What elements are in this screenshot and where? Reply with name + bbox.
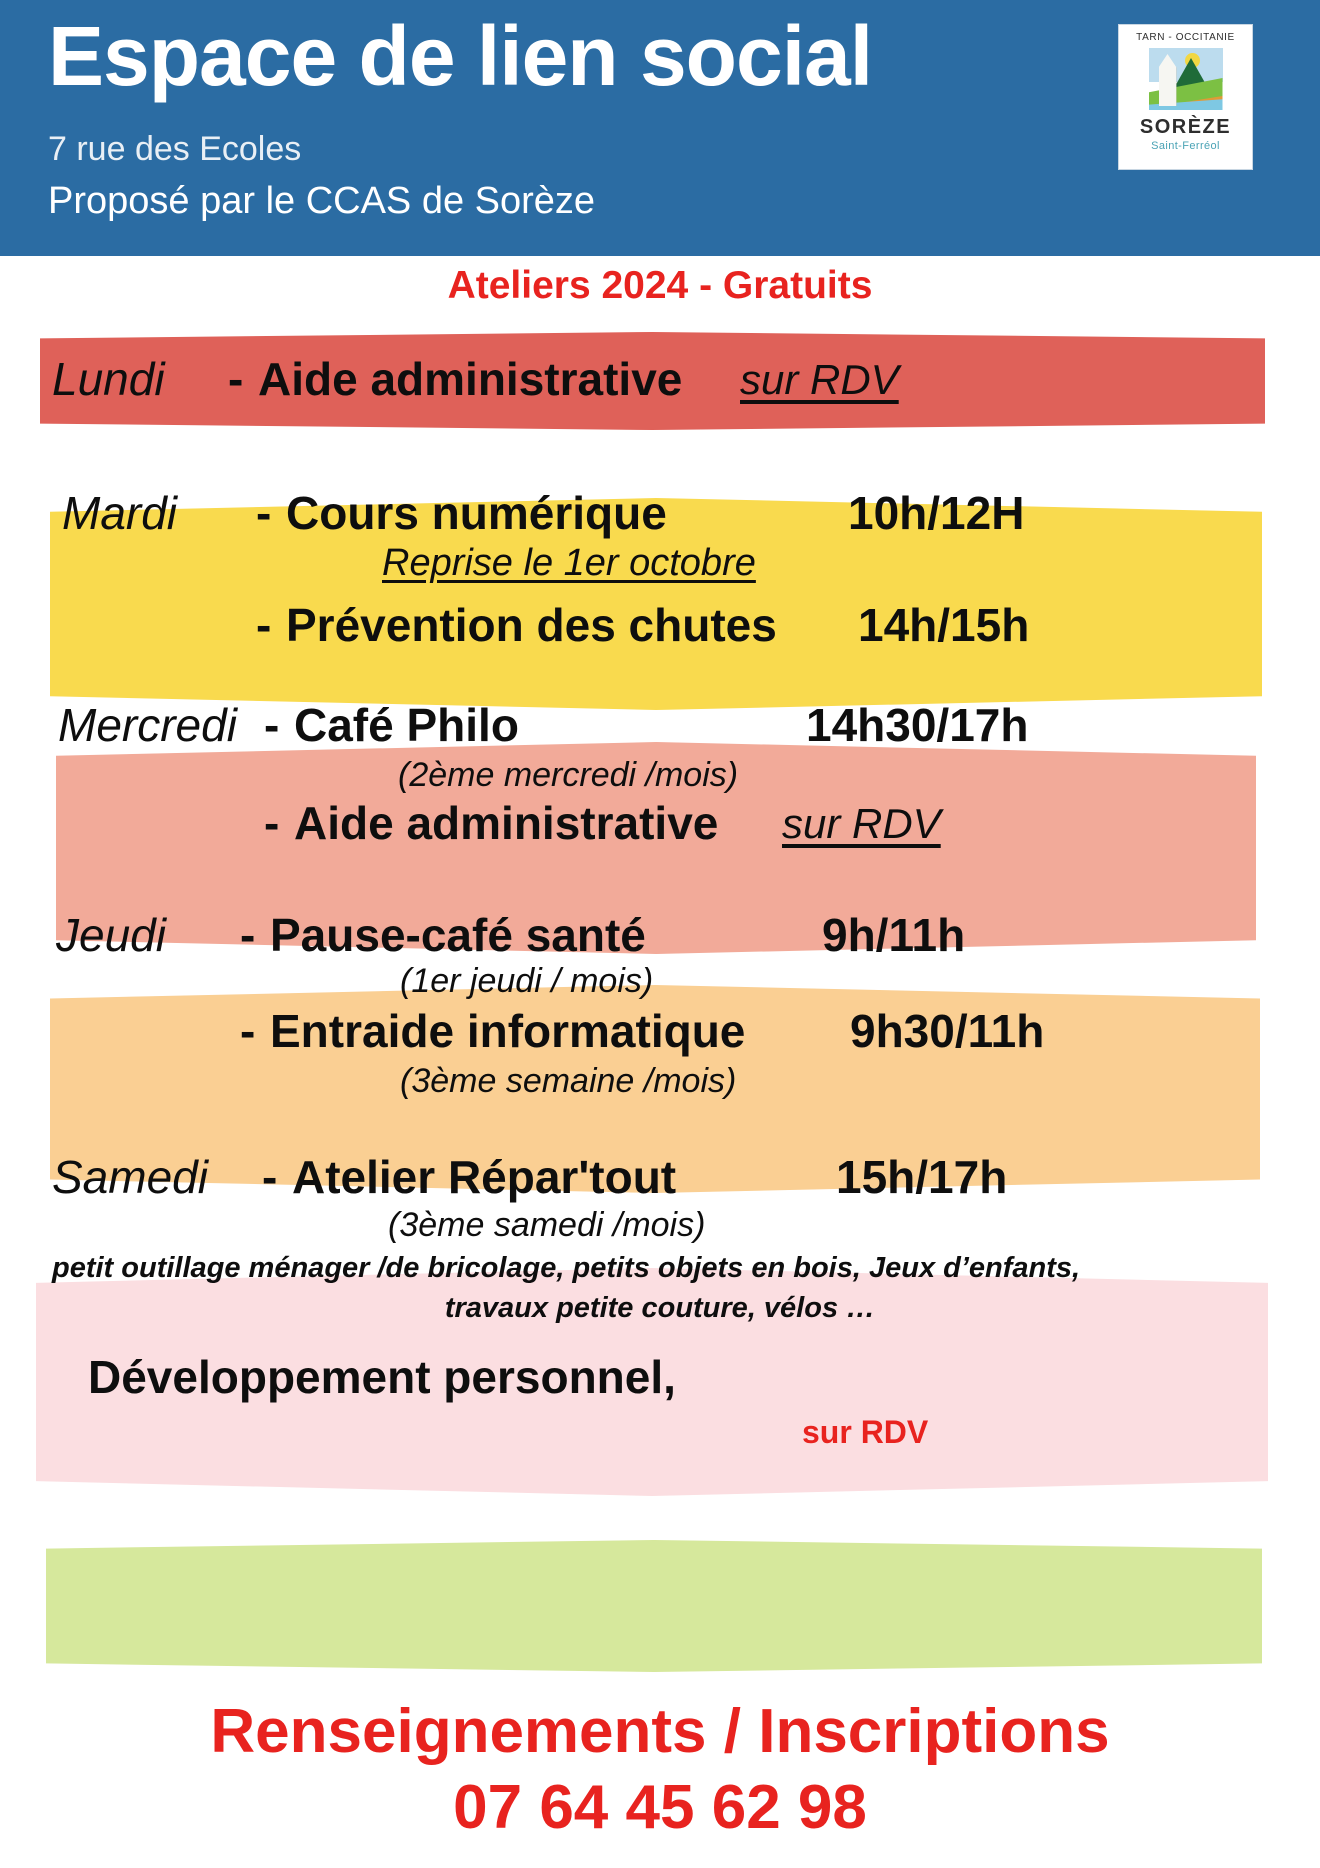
item-mercredi-1-bullet: - — [264, 699, 280, 751]
soreze-logo — [1118, 24, 1253, 170]
banner-developpement-personnel — [46, 1540, 1262, 1672]
header-address: 7 rue des Ecoles — [48, 130, 302, 168]
item-jeudi-2-note: (3ème semaine /mois) — [400, 1062, 737, 1100]
developpement-personnel-title: Développement personnel, — [88, 1351, 676, 1403]
logo-town-subname: Saint-Ferréol — [1151, 140, 1220, 152]
item-samedi-1-note: (3ème samedi /mois) — [388, 1206, 706, 1244]
samedi-fine-print-1: petit outillage ménager /de bricolage, petits objets en bois, Jeux d’enfants, — [52, 1252, 1081, 1284]
footer-contact-line: Renseignements / Inscriptions — [210, 1697, 1110, 1766]
day-label-samedi: Samedi — [52, 1151, 208, 1203]
logo-landscape-icon — [1149, 48, 1223, 110]
logo-region-label: TARN - OCCITANIE — [1136, 32, 1235, 43]
item-mardi-1-bullet: - — [256, 487, 272, 539]
item-jeudi-2-bullet: - — [240, 1005, 256, 1057]
item-mardi-2-time: 14h/15h — [858, 599, 1030, 651]
logo-town-name: SORÈZE — [1139, 116, 1232, 138]
item-jeudi-2-label: Entraide informatique — [270, 1005, 746, 1057]
item-mardi-2-label: Prévention des chutes — [286, 599, 777, 651]
item-mardi-2-bullet: - — [256, 599, 272, 651]
item-jeudi-1-note: (1er jeudi / mois) — [400, 962, 654, 1000]
item-jeudi-1-time: 9h/11h — [822, 909, 966, 961]
item-mercredi-2-rdv: sur RDV — [782, 800, 941, 847]
item-mercredi-1-time: 14h30/17h — [806, 699, 1029, 751]
item-mardi-1-time: 10h/12H — [848, 487, 1025, 539]
day-label-mercredi: Mercredi — [58, 699, 237, 751]
page-title: Espace de lien social — [48, 9, 873, 103]
item-mercredi-1-label: Café Philo — [294, 699, 519, 751]
developpement-personnel-rdv: sur RDV — [802, 1414, 929, 1450]
samedi-fine-print-2: travaux petite couture, vélos … — [444, 1292, 876, 1324]
item-jeudi-1-bullet: - — [240, 909, 256, 961]
item-jeudi-1-label: Pause-café santé — [270, 909, 646, 961]
item-lundi-1-bullet: - — [228, 353, 244, 405]
item-jeudi-2-time: 9h30/11h — [850, 1005, 1045, 1057]
item-mercredi-1-note: (2ème mercredi /mois) — [398, 756, 739, 794]
item-mercredi-2-bullet: - — [264, 797, 280, 849]
item-mercredi-2-label: Aide administrative — [294, 797, 719, 849]
day-label-lundi: Lundi — [52, 353, 165, 405]
item-samedi-1-time: 15h/17h — [836, 1151, 1008, 1203]
day-label-jeudi: Jeudi — [56, 909, 166, 961]
item-lundi-1-rdv: sur RDV — [740, 356, 899, 403]
item-mardi-1-note: Reprise le 1er octobre — [382, 542, 756, 584]
section-title: Ateliers 2024 - Gratuits — [447, 264, 873, 307]
footer-phone-number: 07 64 45 62 98 — [453, 1773, 867, 1842]
header-subtitle: Proposé par le CCAS de Sorèze — [48, 180, 596, 222]
poster-header — [0, 0, 1320, 256]
item-samedi-1-bullet: - — [262, 1151, 278, 1203]
item-samedi-1-label: Atelier Répar'tout — [292, 1151, 677, 1203]
item-lundi-1-label: Aide administrative — [258, 353, 683, 405]
day-label-mardi: Mardi — [62, 487, 178, 539]
item-mardi-1-label: Cours numérique — [286, 487, 667, 539]
